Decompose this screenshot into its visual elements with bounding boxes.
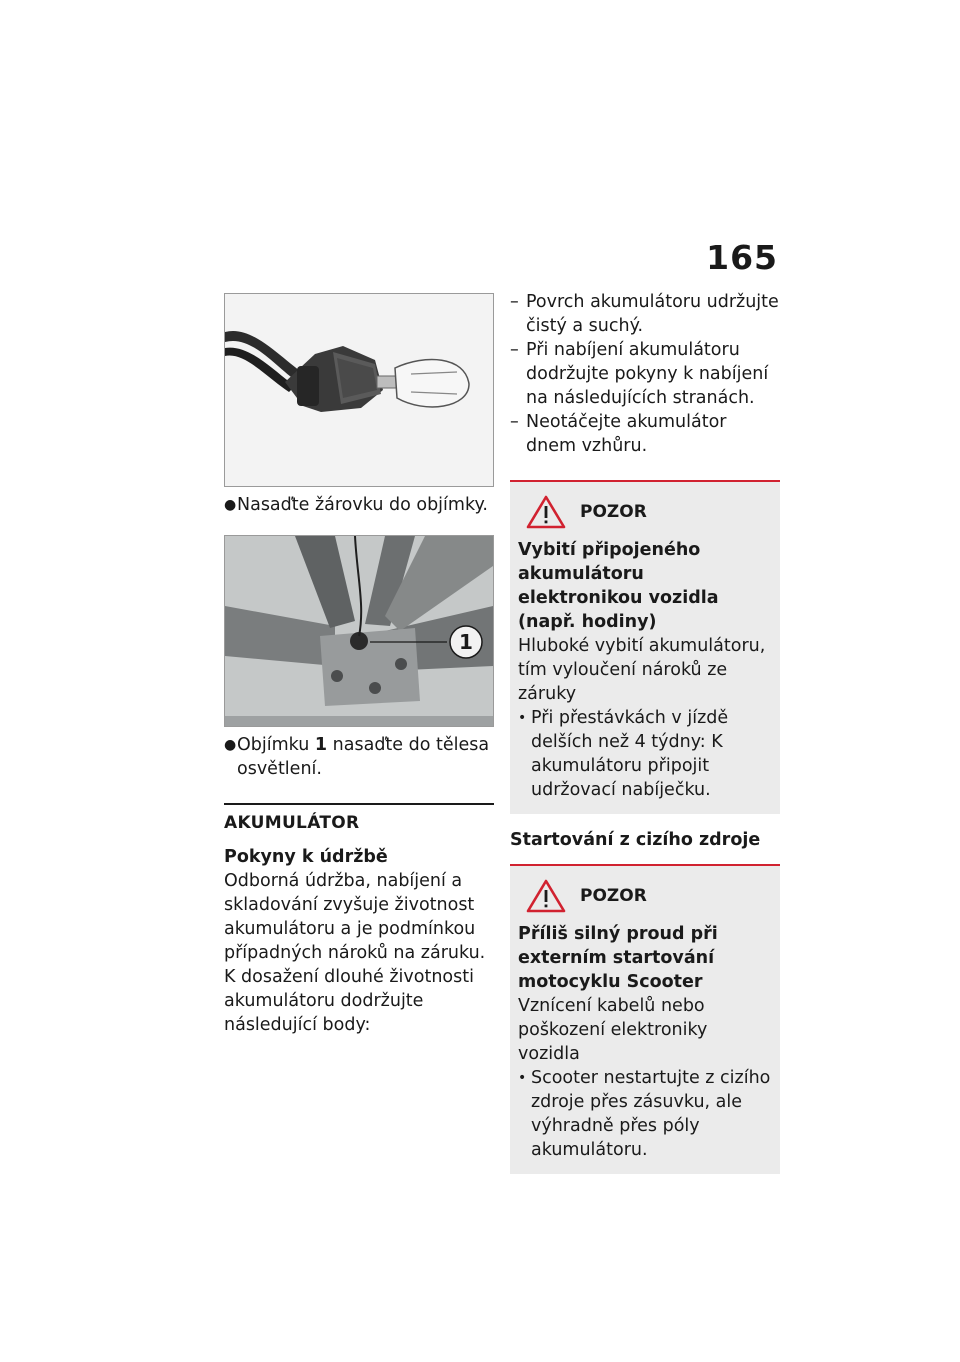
caution-title: Vybití připojeného akumulátoru elektronikou vozidla (např. hodiny) — [518, 540, 719, 632]
caution-text: Hluboké vybití akumulátoru, tím vyloučení nároků ze záruky — [518, 636, 766, 704]
left-column — [224, 293, 494, 1037]
warning-triangle-icon — [526, 495, 566, 529]
jump-start-heading: Startování z cizího zdroje — [510, 830, 761, 850]
section-title: AKUMULÁTOR — [224, 813, 360, 833]
caution-box-jump-start — [510, 864, 780, 1174]
part-number: 1 — [314, 735, 328, 755]
caution-label: POZOR — [580, 886, 647, 906]
right-column — [510, 290, 780, 1174]
bullet-icon: • — [518, 1070, 527, 1086]
page-number: 165 — [706, 238, 778, 277]
caption-insert-bulb: ● Nasaďte žárovku do objímky. — [224, 495, 488, 515]
lamp-housing-illustration — [225, 536, 493, 726]
bullet-icon: • — [518, 710, 527, 726]
maintenance-paragraph-1: Odborná údržba, nabíjení a skladování zvyšuje životnost akumulátoru a je podmínkou případných nároků na záruku. — [224, 871, 486, 963]
bullet-icon: ● — [224, 737, 237, 753]
section-divider — [224, 803, 494, 805]
list-item: – Při nabíjení akumulátoru dodržujte pokyny k nabíjení na následujících stranách. — [510, 340, 769, 408]
caution-bullet: • Při přestávkách v jízdě delších než 4 týdny: K akumulátoru připojit udržovací nabíječku. — [518, 708, 729, 800]
lamp-housing-figure — [224, 535, 494, 727]
caution-bullet: • Scooter nestartujte z cizího zdroje přes zásuvku, ale výhradně přes póly akumulátoru. — [518, 1068, 771, 1160]
bullet-icon: ● — [224, 497, 237, 513]
maintenance-subhead: Pokyny k údržbě — [224, 847, 388, 867]
list-item: – Povrch akumulátoru udržujte čistý a suchý. — [510, 292, 779, 336]
bulb-socket-figure — [224, 293, 494, 487]
caution-box-discharge — [510, 480, 780, 814]
caption-insert-socket: ● Objímku 1 nasaďte do tělesa osvětlení. — [224, 735, 490, 779]
bulb-socket-illustration — [225, 294, 493, 486]
maintenance-paragraph-2: K dosažení dlouhé životnosti akumulátoru dodržujte následující body: — [224, 967, 474, 1035]
caution-title: Příliš silný proud při externím startování motocyklu Scooter — [518, 924, 718, 992]
caution-text: Vznícení kabelů nebo poškození elektroniky vozidla — [518, 996, 708, 1064]
callout-number: 1 — [459, 630, 473, 654]
warning-triangle-icon — [526, 879, 566, 913]
caution-label: POZOR — [580, 502, 647, 522]
list-item: – Neotáčejte akumulátor dnem vzhůru. — [510, 412, 727, 456]
